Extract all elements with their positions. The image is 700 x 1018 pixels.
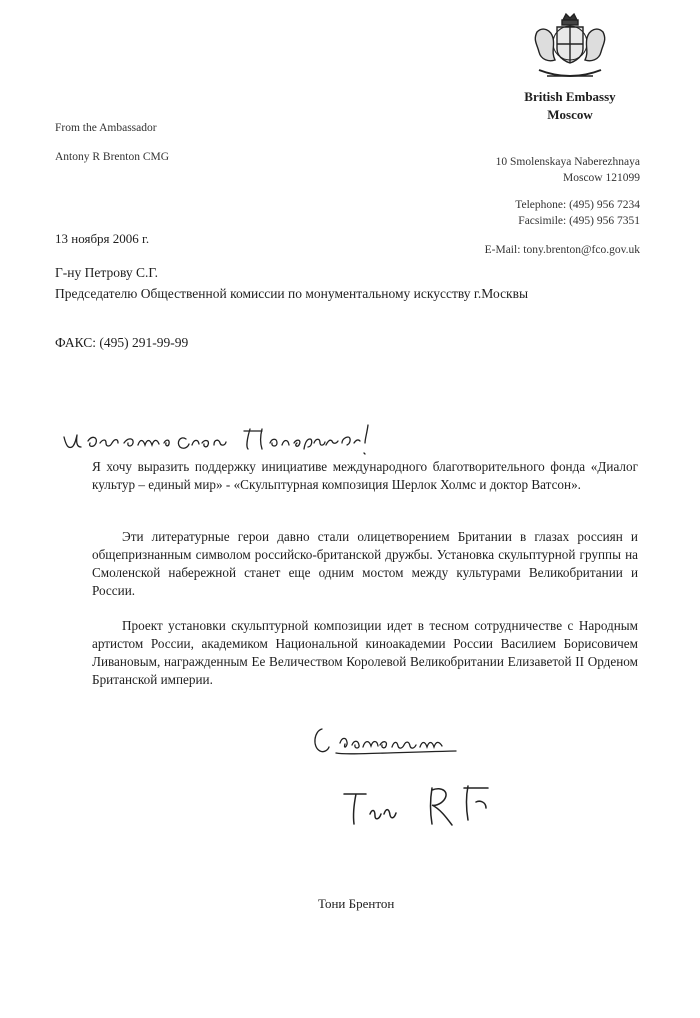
paragraph-1-text: Я хочу выразить поддержку инициативе международного благотворительного фонда «Диалог культур – единый мир» - «Скульптурная композиция Шерлок Холмс и доктор Ватсон».	[92, 459, 638, 492]
email-line: E-Mail: tony.brenton@fco.gov.uk	[484, 244, 640, 256]
handwritten-closing	[308, 725, 468, 765]
handwritten-salutation	[58, 423, 378, 463]
royal-coat-of-arms-icon	[525, 10, 615, 85]
address-line1: 10 Smolenskaya Naberezhnaya	[495, 156, 640, 168]
facsimile-line: Facsimile: (495) 956 7351	[518, 215, 640, 227]
embassy-name-line2: Moscow	[547, 107, 593, 122]
address-line2: Moscow 121099	[563, 172, 640, 184]
from-label: From the Ambassador	[55, 122, 157, 134]
paragraph-3: Проект установки скульптурной композиции идет в тесном сотрудничестве с Народным артистом России, академиком Национальной киноакадемии России Василием Борисовичем Ливановым, награжденным Ее Величеством Королевой Великобритании Елизаветой II Орденом Британской империи.	[92, 618, 638, 687]
paragraph-2: Эти литературные герои давно стали олицетворением Британии в глазах россиян и общепризнанным символом российско-британской дружбы. Установка скульптурной группы на Смоленской набережной станет еще одним мостом между культурами Великобритании и России.	[92, 529, 638, 598]
letter-date: 13 ноября 2006 г.	[55, 231, 150, 246]
handwritten-signature	[340, 780, 510, 840]
sender-name: Antony R Brenton CMG	[55, 151, 170, 163]
embassy-name	[480, 88, 660, 124]
embassy-name-line1: British Embassy	[524, 89, 616, 104]
paragraph-1	[92, 458, 638, 494]
signatory-name: Тони Брентон	[318, 896, 395, 911]
recipient-fax: ФАКС: (495) 291-99-99	[55, 335, 189, 350]
recipient-title: Председателю Общественной комиссии по монументальному искусству г.Москвы	[55, 286, 529, 301]
recipient-name: Г-ну Петрову С.Г.	[55, 265, 159, 280]
telephone-line: Telephone: (495) 956 7234	[515, 199, 640, 211]
